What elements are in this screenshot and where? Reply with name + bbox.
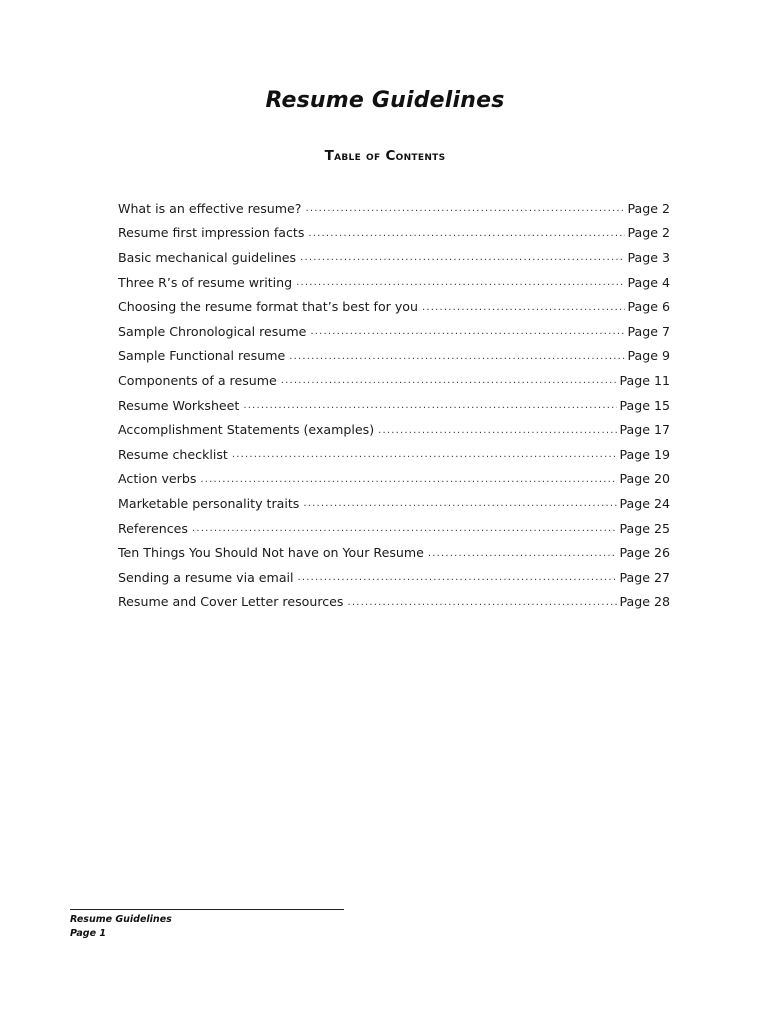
dot-leader bbox=[289, 348, 625, 362]
dot-leader bbox=[308, 225, 625, 239]
toc-entry-title: Sample Functional resume bbox=[118, 348, 289, 363]
toc-entry-page: Page 4 bbox=[627, 274, 670, 290]
toc-entry[interactable] bbox=[118, 491, 670, 516]
toc-entry-title: Resume checklist bbox=[118, 447, 232, 462]
toc-entry[interactable] bbox=[118, 344, 670, 369]
toc-entry-page: Page 11 bbox=[619, 372, 670, 388]
dot-leader bbox=[428, 545, 618, 559]
toc-entry[interactable] bbox=[118, 417, 670, 442]
dot-leader bbox=[347, 594, 617, 608]
table-of-contents bbox=[118, 196, 670, 614]
dot-leader bbox=[310, 323, 625, 337]
toc-entry-page: Page 9 bbox=[627, 348, 670, 364]
dot-leader bbox=[300, 249, 625, 263]
dot-leader bbox=[243, 397, 617, 411]
dot-leader bbox=[232, 446, 618, 460]
toc-entry-title: Action verbs bbox=[118, 471, 200, 486]
dot-leader bbox=[192, 520, 617, 534]
toc-entry[interactable] bbox=[118, 467, 670, 492]
footer-title: Resume Guidelines bbox=[70, 914, 172, 925]
toc-entry-page: Page 7 bbox=[627, 323, 670, 339]
toc-entry-page: Page 2 bbox=[627, 200, 670, 216]
toc-heading bbox=[0, 148, 770, 164]
toc-entry-title: Sample Chronological resume bbox=[118, 324, 310, 339]
toc-entry-title: Resume Worksheet bbox=[118, 398, 243, 413]
toc-entry-title: Choosing the resume format that’s best for you bbox=[118, 299, 422, 314]
dot-leader bbox=[306, 200, 626, 214]
toc-entry-title: Components of a resume bbox=[118, 373, 281, 388]
toc-heading-text: Table of Contents bbox=[324, 148, 446, 164]
toc-entry[interactable] bbox=[118, 270, 670, 295]
dot-leader bbox=[303, 495, 617, 509]
toc-entry-page: Page 2 bbox=[627, 225, 670, 241]
toc-entry-page: Page 15 bbox=[619, 397, 670, 413]
toc-entry-page: Page 28 bbox=[619, 594, 670, 610]
toc-entry-page: Page 6 bbox=[627, 299, 670, 315]
toc-entry-page: Page 26 bbox=[619, 545, 670, 561]
toc-entry[interactable] bbox=[118, 540, 670, 565]
toc-entry[interactable] bbox=[118, 294, 670, 319]
toc-entry-page: Page 25 bbox=[619, 520, 670, 536]
toc-entry-page: Page 19 bbox=[619, 446, 670, 462]
document-title: Resume Guidelines bbox=[265, 88, 505, 113]
footer-page-number: Page 1 bbox=[70, 928, 106, 939]
toc-entry[interactable] bbox=[118, 221, 670, 246]
toc-entry-title: Marketable personality traits bbox=[118, 496, 303, 511]
toc-entry[interactable] bbox=[118, 590, 670, 615]
toc-entry-title: What is an effective resume? bbox=[118, 201, 306, 216]
toc-entry-title: References bbox=[118, 521, 192, 536]
toc-entry[interactable] bbox=[118, 245, 670, 270]
footer-divider bbox=[70, 909, 344, 910]
toc-entry-title: Basic mechanical guidelines bbox=[118, 250, 300, 265]
toc-entry-page: Page 27 bbox=[619, 569, 670, 585]
toc-entry[interactable] bbox=[118, 516, 670, 541]
dot-leader bbox=[298, 569, 618, 583]
toc-entry[interactable] bbox=[118, 319, 670, 344]
toc-entry-title: Three R’s of resume writing bbox=[118, 275, 296, 290]
toc-entry[interactable] bbox=[118, 196, 670, 221]
toc-entry-page: Page 3 bbox=[627, 249, 670, 265]
toc-entry[interactable] bbox=[118, 393, 670, 418]
dot-leader bbox=[200, 471, 617, 485]
dot-leader bbox=[281, 372, 618, 386]
toc-entry-title: Sending a resume via email bbox=[118, 570, 298, 585]
dot-leader bbox=[378, 422, 617, 436]
toc-entry[interactable] bbox=[118, 368, 670, 393]
toc-entry-title: Resume and Cover Letter resources bbox=[118, 594, 347, 609]
dot-leader bbox=[296, 274, 625, 288]
toc-entry-page: Page 20 bbox=[619, 471, 670, 487]
toc-entry-title: Resume first impression facts bbox=[118, 225, 308, 240]
toc-entry-page: Page 24 bbox=[619, 495, 670, 511]
toc-entry-title: Accomplishment Statements (examples) bbox=[118, 422, 378, 437]
toc-entry-page: Page 17 bbox=[619, 422, 670, 438]
toc-entry-title: Ten Things You Should Not have on Your Resume bbox=[118, 545, 428, 560]
toc-entry[interactable] bbox=[118, 442, 670, 467]
toc-entry[interactable] bbox=[118, 565, 670, 590]
dot-leader bbox=[422, 299, 626, 313]
page-footer bbox=[70, 913, 172, 941]
